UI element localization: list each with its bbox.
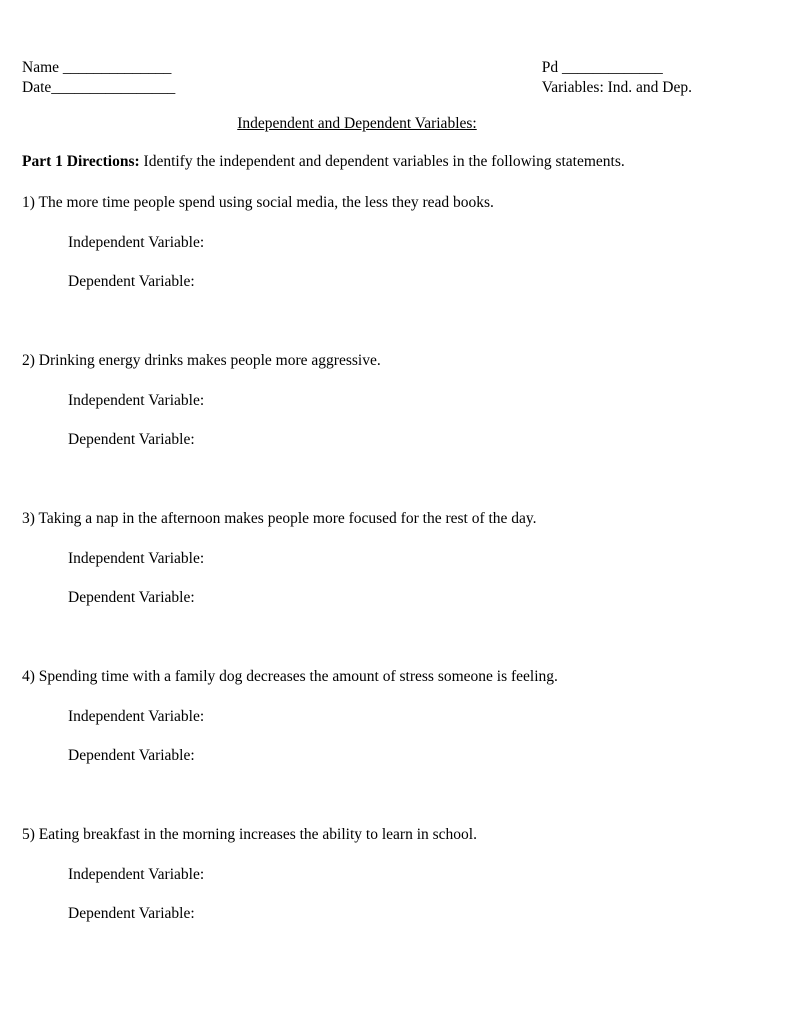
independent-variable-prompt: Independent Variable: — [68, 550, 205, 567]
header-left-block — [22, 58, 175, 98]
question-statement: 4) Spending time with a family dog decreases the amount of stress someone is feeling. — [22, 668, 558, 685]
item-spacer — [22, 608, 692, 646]
independent-variable-prompt: Independent Variable: — [68, 866, 205, 883]
question-item-5 — [22, 825, 692, 924]
item-spacer — [22, 766, 692, 804]
period-field-label: Pd _____________ — [541, 59, 663, 76]
independent-variable-prompt: Independent Variable: — [68, 234, 205, 251]
question-item-1 — [22, 193, 692, 292]
independent-variable-prompt: Independent Variable: — [68, 708, 205, 725]
question-statement: 3) Taking a nap in the afternoon makes people more focused for the rest of the day. — [22, 510, 537, 527]
subject-label: Variables: Ind. and Dep. — [541, 79, 692, 96]
date-field-label: Date________________ — [22, 79, 176, 96]
document-content — [22, 58, 692, 924]
question-item-2 — [22, 351, 692, 450]
page-title: Independent and Dependent Variables: — [237, 115, 477, 132]
dependent-variable-prompt: Dependent Variable: — [68, 905, 195, 922]
document-header — [22, 58, 692, 98]
header-right-block — [542, 58, 692, 98]
question-statement: 2) Drinking energy drinks makes people more aggressive. — [22, 352, 381, 369]
question-statement: 1) The more time people spend using social media, the less they read books. — [22, 194, 494, 211]
item-spacer — [22, 292, 692, 330]
question-item-4 — [22, 667, 692, 766]
item-spacer — [22, 450, 692, 488]
question-statement: 5) Eating breakfast in the morning increases the ability to learn in school. — [22, 826, 477, 843]
name-field-label: Name ______________ — [22, 59, 172, 76]
dependent-variable-prompt: Dependent Variable: — [68, 747, 195, 764]
directions-text: Identify the independent and dependent variables in the following statements. — [139, 153, 625, 170]
page-title-wrap — [22, 115, 692, 133]
dependent-variable-prompt: Dependent Variable: — [68, 589, 195, 606]
dependent-variable-prompt: Dependent Variable: — [68, 273, 195, 290]
directions-line — [22, 152, 692, 172]
dependent-variable-prompt: Dependent Variable: — [68, 431, 195, 448]
independent-variable-prompt: Independent Variable: — [68, 392, 205, 409]
directions-label: Part 1 Directions: — [22, 153, 140, 170]
question-item-3 — [22, 509, 692, 608]
